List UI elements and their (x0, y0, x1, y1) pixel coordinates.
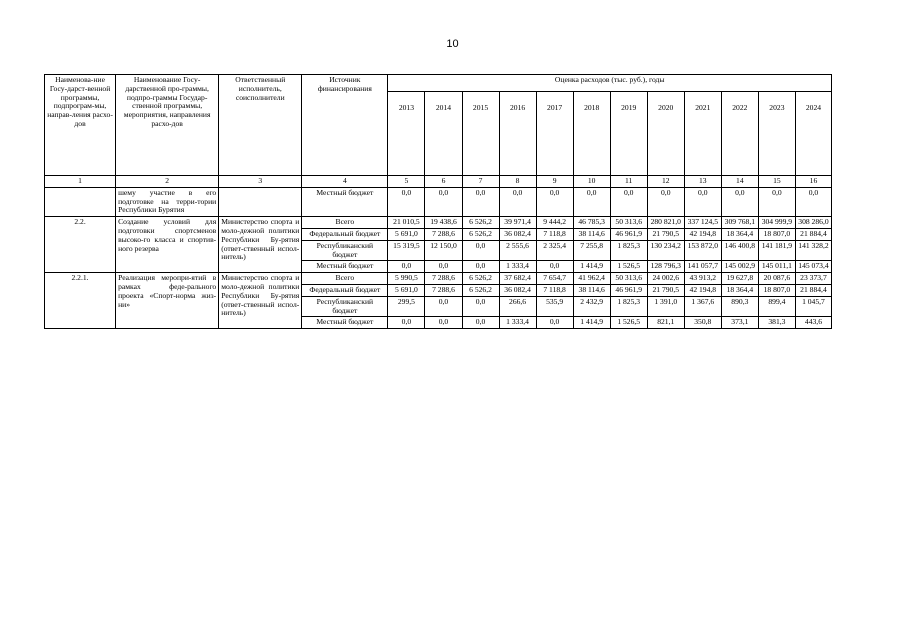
value-cell: 0,0 (388, 317, 425, 329)
value-cell: 1 333,4 (499, 261, 536, 273)
value-cell: 308 286,0 (795, 217, 831, 229)
value-cell: 12 150,0 (425, 240, 462, 261)
value-cell: 1 414,9 (573, 317, 610, 329)
value-cell: 0,0 (462, 261, 499, 273)
source-label: Местный бюджет (302, 187, 388, 216)
value-cell: 128 796,3 (647, 261, 684, 273)
row-executor: Министерство спорта и моло-дежной политики Республики Бу-рятия (ответ-ственный испол-нитель) (219, 273, 302, 329)
value-cell: 1 526,5 (610, 317, 647, 329)
value-cell: 535,9 (536, 296, 573, 317)
value-cell: 42 194,8 (684, 284, 721, 296)
value-cell: 0,0 (536, 261, 573, 273)
value-cell: 6 526,2 (462, 284, 499, 296)
value-cell: 0,0 (425, 261, 462, 273)
header-year: 2023 (758, 92, 795, 176)
value-cell: 0,0 (462, 187, 499, 216)
value-cell: 50 313,6 (610, 217, 647, 229)
value-cell: 821,1 (647, 317, 684, 329)
value-cell: 5 990,5 (388, 273, 425, 285)
value-cell: 21 790,5 (647, 228, 684, 240)
header-program-name: Наименование Госу-дарственной про-граммы, подпро-граммы Государ-ственной программы, мероприятия, направления расхо-дов (116, 75, 219, 176)
column-number: 6 (425, 176, 462, 188)
value-cell: 0,0 (758, 187, 795, 216)
table-row (45, 217, 832, 229)
column-number: 1 (45, 176, 116, 188)
budget-table (44, 74, 832, 329)
value-cell: 443,6 (795, 317, 831, 329)
header-year: 2022 (721, 92, 758, 176)
value-cell: 373,1 (721, 317, 758, 329)
header-year: 2019 (610, 92, 647, 176)
value-cell: 24 002,6 (647, 273, 684, 285)
value-cell: 46 961,9 (610, 284, 647, 296)
value-cell: 0,0 (647, 187, 684, 216)
header-year: 2014 (425, 92, 462, 176)
table-row (45, 187, 832, 216)
page-number: 10 (446, 38, 459, 50)
header-year: 2017 (536, 92, 573, 176)
value-cell: 0,0 (425, 317, 462, 329)
header-year: 2020 (647, 92, 684, 176)
value-cell: 7 118,8 (536, 284, 573, 296)
table-row (45, 273, 832, 285)
row-index: 2.2. (45, 217, 116, 273)
header-year: 2021 (684, 92, 721, 176)
value-cell: 46 961,9 (610, 228, 647, 240)
value-cell: 266,6 (499, 296, 536, 317)
value-cell: 304 999,9 (758, 217, 795, 229)
value-cell: 7 288,6 (425, 273, 462, 285)
column-number: 2 (116, 176, 219, 188)
value-cell: 0,0 (388, 187, 425, 216)
header-program: Наименова-ние Госу-дарст-венной программы, подпрограм-мы, направ-ления расхо-дов (45, 75, 116, 176)
value-cell: 0,0 (425, 187, 462, 216)
value-cell: 0,0 (462, 240, 499, 261)
source-label: Федеральный бюджет (302, 284, 388, 296)
value-cell: 890,3 (721, 296, 758, 317)
value-cell: 21 010,5 (388, 217, 425, 229)
source-label: Республиканский бюджет (302, 240, 388, 261)
value-cell: 38 114,6 (573, 228, 610, 240)
value-cell: 153 872,0 (684, 240, 721, 261)
value-cell: 6 526,2 (462, 228, 499, 240)
value-cell: 0,0 (536, 187, 573, 216)
value-cell: 43 913,2 (684, 273, 721, 285)
value-cell: 0,0 (610, 187, 647, 216)
value-cell: 7 255,8 (573, 240, 610, 261)
value-cell: 1 367,6 (684, 296, 721, 317)
value-cell: 0,0 (536, 317, 573, 329)
row-name: Создание условий для подготовки спортсменов высоко-го класса и спортив-ного резерва (116, 217, 219, 273)
value-cell: 6 526,2 (462, 273, 499, 285)
value-cell: 0,0 (425, 296, 462, 317)
header-year: 2024 (795, 92, 831, 176)
header-executor: Ответственный исполнитель, соисполнители (219, 75, 302, 176)
row-name: шему участие в его подготовке на терри-тории Республики Бурятия (116, 187, 219, 216)
value-cell: 9 444,2 (536, 217, 573, 229)
source-label: Федеральный бюджет (302, 228, 388, 240)
column-number: 12 (647, 176, 684, 188)
source-label: Всего (302, 217, 388, 229)
value-cell: 5 691,0 (388, 284, 425, 296)
value-cell: 18 807,0 (758, 284, 795, 296)
value-cell: 41 962,4 (573, 273, 610, 285)
column-number: 16 (795, 176, 831, 188)
value-cell: 7 288,6 (425, 228, 462, 240)
header-year: 2013 (388, 92, 425, 176)
value-cell: 21 884,4 (795, 284, 831, 296)
column-number: 4 (302, 176, 388, 188)
value-cell: 0,0 (462, 317, 499, 329)
value-cell: 50 313,6 (610, 273, 647, 285)
value-cell: 18 364,4 (721, 284, 758, 296)
value-cell: 141 181,9 (758, 240, 795, 261)
value-cell: 36 082,4 (499, 228, 536, 240)
value-cell: 7 288,6 (425, 284, 462, 296)
value-cell: 141 328,2 (795, 240, 831, 261)
header-year: 2016 (499, 92, 536, 176)
value-cell: 0,0 (721, 187, 758, 216)
column-number: 5 (388, 176, 425, 188)
value-cell: 0,0 (684, 187, 721, 216)
header-row (45, 75, 832, 92)
value-cell: 141 057,7 (684, 261, 721, 273)
value-cell: 1 391,0 (647, 296, 684, 317)
value-cell: 309 768,1 (721, 217, 758, 229)
column-number: 13 (684, 176, 721, 188)
row-executor (219, 187, 302, 216)
column-number-row (45, 176, 832, 188)
row-index: 2.2.1. (45, 273, 116, 329)
value-cell: 0,0 (795, 187, 831, 216)
source-label: Местный бюджет (302, 317, 388, 329)
value-cell: 7 654,7 (536, 273, 573, 285)
value-cell: 1 526,5 (610, 261, 647, 273)
source-label: Республиканский бюджет (302, 296, 388, 317)
value-cell: 38 114,6 (573, 284, 610, 296)
value-cell: 1 825,3 (610, 240, 647, 261)
value-cell: 0,0 (499, 187, 536, 216)
value-cell: 145 002,9 (721, 261, 758, 273)
row-executor: Министерство спорта и моло-дежной политики Республики Бу-рятия (ответ-ственный испол-нитель) (219, 217, 302, 273)
value-cell: 18 364,4 (721, 228, 758, 240)
value-cell: 19 438,6 (425, 217, 462, 229)
value-cell: 337 124,5 (684, 217, 721, 229)
value-cell: 37 682,4 (499, 273, 536, 285)
value-cell: 381,3 (758, 317, 795, 329)
value-cell: 145 073,4 (795, 261, 831, 273)
value-cell: 42 194,8 (684, 228, 721, 240)
column-number: 7 (462, 176, 499, 188)
value-cell: 2 325,4 (536, 240, 573, 261)
value-cell: 2 432,9 (573, 296, 610, 317)
value-cell: 23 373,7 (795, 273, 831, 285)
column-number: 3 (219, 176, 302, 188)
value-cell: 146 400,8 (721, 240, 758, 261)
column-number: 9 (536, 176, 573, 188)
column-number: 10 (573, 176, 610, 188)
value-cell: 18 807,0 (758, 228, 795, 240)
value-cell: 1 825,3 (610, 296, 647, 317)
value-cell: 280 821,0 (647, 217, 684, 229)
value-cell: 46 785,3 (573, 217, 610, 229)
value-cell: 1 045,7 (795, 296, 831, 317)
value-cell: 6 526,2 (462, 217, 499, 229)
header-year: 2018 (573, 92, 610, 176)
value-cell: 36 082,4 (499, 284, 536, 296)
value-cell: 20 087,6 (758, 273, 795, 285)
value-cell: 39 971,4 (499, 217, 536, 229)
value-cell: 15 319,5 (388, 240, 425, 261)
header-source: Источник финансирования (302, 75, 388, 176)
value-cell: 0,0 (573, 187, 610, 216)
value-cell: 299,5 (388, 296, 425, 317)
value-cell: 19 627,8 (721, 273, 758, 285)
value-cell: 130 234,2 (647, 240, 684, 261)
value-cell: 1 414,9 (573, 261, 610, 273)
value-cell: 0,0 (462, 296, 499, 317)
value-cell: 145 011,1 (758, 261, 795, 273)
value-cell: 7 118,8 (536, 228, 573, 240)
value-cell: 899,4 (758, 296, 795, 317)
column-number: 14 (721, 176, 758, 188)
value-cell: 2 555,6 (499, 240, 536, 261)
value-cell: 5 691,0 (388, 228, 425, 240)
column-number: 15 (758, 176, 795, 188)
source-label: Местный бюджет (302, 261, 388, 273)
column-number: 8 (499, 176, 536, 188)
value-cell: 0,0 (388, 261, 425, 273)
row-name: Реализация меропри-ятий в рамках феде-рального проекта «Спорт-норма жиз-ни» (116, 273, 219, 329)
header-year: 2015 (462, 92, 499, 176)
column-number: 11 (610, 176, 647, 188)
source-label: Всего (302, 273, 388, 285)
row-index (45, 187, 116, 216)
value-cell: 21 884,4 (795, 228, 831, 240)
value-cell: 1 333,4 (499, 317, 536, 329)
value-cell: 350,8 (684, 317, 721, 329)
value-cell: 21 790,5 (647, 284, 684, 296)
header-estimate: Оценка расходов (тыс. руб.), годы (388, 75, 832, 92)
